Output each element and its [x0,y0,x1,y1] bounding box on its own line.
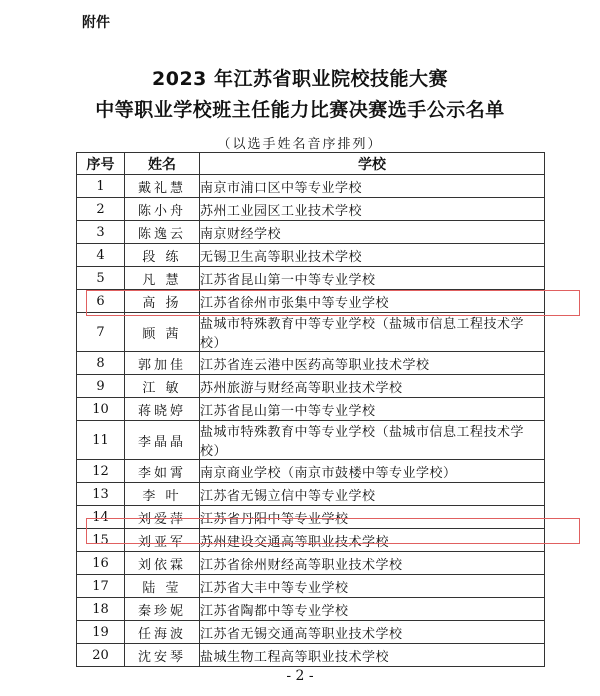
attachment-label: 附件 [82,15,110,31]
school-name: 南京市浦口区中等专业学校 [200,175,545,198]
table-row [77,267,545,290]
school-name: 南京商业学校（南京市鼓楼中等专业学校） [200,460,545,483]
header-name: 姓名 [125,153,200,175]
table-row [77,375,545,398]
table-row [77,421,545,460]
contestant-name: 高 扬 [125,290,200,313]
contestant-name: 陈逸云 [125,221,200,244]
row-number: 14 [77,506,125,529]
contestant-name: 陈小舟 [125,198,200,221]
contestant-name: 段 练 [125,244,200,267]
table-row [77,398,545,421]
row-number: 20 [77,644,125,667]
row-number: 1 [77,175,125,198]
row-number: 5 [77,267,125,290]
school-name: 无锡卫生高等职业技术学校 [200,244,545,267]
school-name: 江苏省大丰中等专业学校 [200,575,545,598]
row-number: 7 [77,313,125,352]
row-number: 18 [77,598,125,621]
school-name: 江苏省陶都中等专业学校 [200,598,545,621]
row-number: 8 [77,352,125,375]
row-number: 15 [77,529,125,552]
contestant-name: 刘爱萍 [125,506,200,529]
contestant-name: 顾 茜 [125,313,200,352]
row-number: 16 [77,552,125,575]
row-number: 13 [77,483,125,506]
contestant-name: 凡 慧 [125,267,200,290]
contestant-name: 蒋晓婷 [125,398,200,421]
contestant-name: 郭加佳 [125,352,200,375]
row-number: 6 [77,290,125,313]
table-header-row [77,153,545,175]
row-number: 11 [77,421,125,460]
row-number: 9 [77,375,125,398]
document-subtitle: （以选手姓名音序排列） [217,137,383,152]
contestant-name: 陆 莹 [125,575,200,598]
table-row [77,175,545,198]
table-row [77,506,545,529]
contestant-name: 刘亚军 [125,529,200,552]
school-name: 江苏省无锡立信中等专业学校 [200,483,545,506]
school-name: 江苏省徐州市张集中等专业学校 [200,290,545,313]
header-number: 序号 [77,153,125,175]
table-row [77,460,545,483]
contestant-table [76,152,545,667]
document-title-line2: 中等职业学校班主任能力比赛决赛选手公示名单 [95,99,505,121]
table-row [77,621,545,644]
row-number: 3 [77,221,125,244]
table-row [77,598,545,621]
school-name: 苏州工业园区工业技术学校 [200,198,545,221]
table-row [77,352,545,375]
table-row [77,313,545,352]
school-name: 苏州建设交通高等职业技术学校 [200,529,545,552]
school-name: 盐城市特殊教育中等专业学校（盐城市信息工程技术学校） [200,421,545,460]
school-name: 盐城生物工程高等职业技术学校 [200,644,545,667]
school-name: 江苏省连云港中医药高等职业技术学校 [200,352,545,375]
table-row [77,290,545,313]
table-row [77,483,545,506]
contestant-name: 秦珍妮 [125,598,200,621]
contestant-name: 任海波 [125,621,200,644]
contestant-name: 李 叶 [125,483,200,506]
row-number: 17 [77,575,125,598]
contestant-name: 江 敏 [125,375,200,398]
table-row [77,244,545,267]
contestant-name: 李如霄 [125,460,200,483]
table-row [77,198,545,221]
document-title-line1: 2023 年江苏省职业院校技能大赛 [152,68,448,90]
contestant-name: 李晶晶 [125,421,200,460]
row-number: 19 [77,621,125,644]
contestant-name: 沈安琴 [125,644,200,667]
school-name: 南京财经学校 [200,221,545,244]
school-name: 苏州旅游与财经高等职业技术学校 [200,375,545,398]
row-number: 10 [77,398,125,421]
contestant-name: 刘依霖 [125,552,200,575]
row-number: 12 [77,460,125,483]
contestant-name: 戴礼慧 [125,175,200,198]
table-row [77,575,545,598]
school-name: 江苏省昆山第一中等专业学校 [200,267,545,290]
row-number: 2 [77,198,125,221]
row-number: 4 [77,244,125,267]
school-name: 盐城市特殊教育中等专业学校（盐城市信息工程技术学校） [200,313,545,352]
table-row [77,529,545,552]
table-row [77,644,545,667]
school-name: 江苏省徐州财经高等职业技术学校 [200,552,545,575]
school-name: 江苏省无锡交通高等职业技术学校 [200,621,545,644]
header-school: 学校 [200,153,545,175]
table-row [77,221,545,244]
school-name: 江苏省丹阳中等专业学校 [200,506,545,529]
school-name: 江苏省昆山第一中等专业学校 [200,398,545,421]
page-number: - 2 - [286,668,314,684]
table-row [77,552,545,575]
